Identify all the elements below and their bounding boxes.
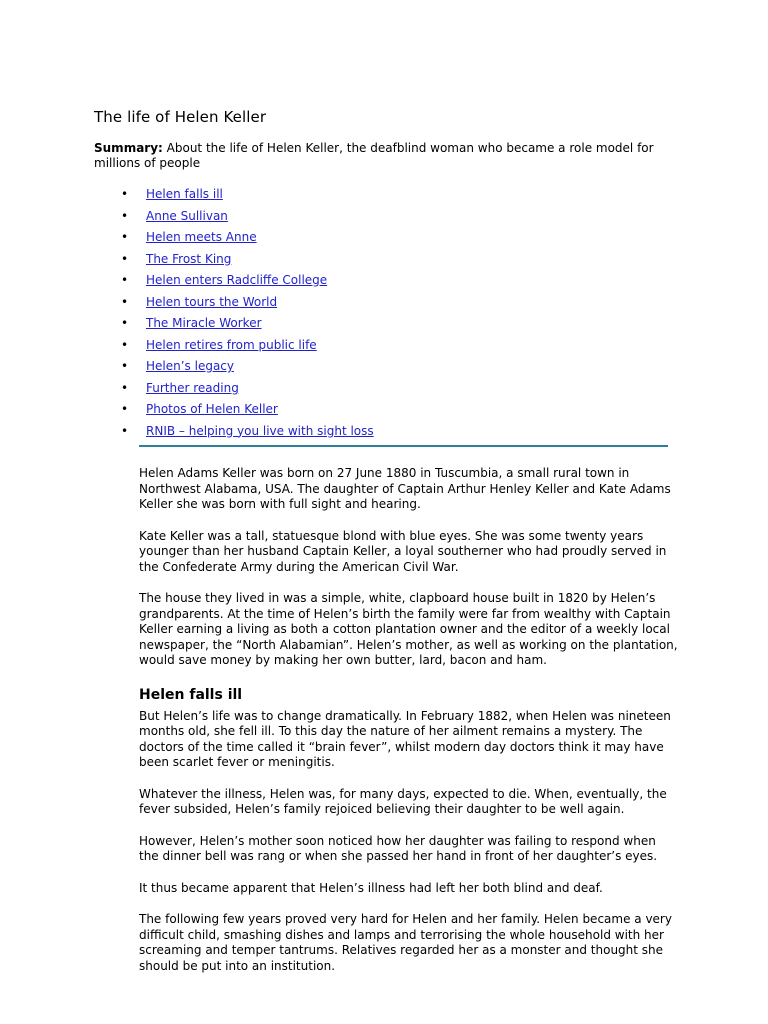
toc-link-further-reading[interactable]: Further reading [146,380,239,395]
section-paragraph: The following few years proved very hard for Helen and her family. Helen became a very difficult child, smashing dishes and lamps and terrorising the whole household with her screaming and temper tantrums. Relatives regarded her as a monster and thought she should be put into an institution. [139,912,672,973]
toc-link-helen-falls-ill[interactable]: Helen falls ill [146,187,223,201]
toc-link-anne-sullivan[interactable]: Anne Sullivan [146,208,228,223]
toc-item [94,335,674,357]
toc-item [94,378,674,400]
table-of-contents [94,184,674,442]
bullet-icon: • [121,294,129,309]
toc-item [94,313,674,335]
bullet-icon: • [121,230,129,244]
bullet-icon: • [121,208,129,223]
toc-link-rnib[interactable]: RNIB – helping you live with sight loss [146,423,374,438]
toc-item [94,421,674,443]
toc-item [94,206,674,228]
section-paragraph: Whatever the illness, Helen was, for many days, expected to die. When, eventually, the fever subsided, Helen’s family rejoiced believing their daughter to be well again. [139,786,667,816]
bullet-icon: • [121,251,129,266]
toc-item [94,399,674,421]
toc-item [94,184,674,206]
toc-link-helens-legacy[interactable]: Helen’s legacy [146,359,234,373]
toc-item [94,227,674,249]
section-paragraph: However, Helen’s mother soon noticed how her daughter was failing to respond when the dinner bell was rang or when she passed her hand in front of her daughter’s eyes. [139,833,658,863]
article-body [139,466,679,990]
summary-text: About the life of Helen Keller, the deafblind woman who became a role model for millions of people [94,141,654,170]
toc-link-photos[interactable]: Photos of Helen Keller [146,402,278,416]
toc-link-helen-tours-the-world[interactable]: Helen tours the World [146,294,278,309]
summary [94,141,684,171]
intro-paragraph: The house they lived in was a simple, white, clapboard house built in 1820 by Helen’s grandparents. At the time of Helen’s birth the family were far from wealthy with Captain Keller earning a living as both a cotton plantation owner and the editor of a weekly local newspaper, the “North Alabamian”. Helen’s mother, as well as working on the plantation, would save money by making her own butter, lard, bacon and ham. [139,591,678,667]
toc-link-the-miracle-worker[interactable]: The Miracle Worker [146,316,262,330]
bullet-icon: • [121,402,129,416]
section-paragraph: But Helen’s life was to change dramatically. In February 1882, when Helen was nineteen months old, she fell ill. To this day the nature of her ailment remains a mystery. The doctors of the time called it “brain fever”, whilst modern day doctors think it may have been scarlet fever or meningitis. [139,708,671,769]
toc-item [94,356,674,378]
summary-label: Summary: [94,141,163,155]
toc-link-helen-retires[interactable]: Helen retires from public life [146,337,317,352]
page-title: The life of Helen Keller [94,108,267,126]
bullet-icon: • [121,337,129,352]
bullet-icon: • [121,423,129,438]
intro-paragraph: Helen Adams Keller was born on 27 June 1880 in Tuscumbia, a small rural town in Northwest Alabama, USA. The daughter of Captain Arthur Henley Keller and Kate Adams Keller she was born with full sight and hearing. [139,466,671,511]
toc-item [94,249,674,271]
section-paragraph: It thus became apparent that Helen’s illness had left her both blind and deaf. [139,880,603,895]
bullet-icon: • [121,359,129,373]
toc-link-radcliffe-college[interactable]: Helen enters Radcliffe College [146,273,328,287]
bullet-icon: • [121,273,129,287]
bullet-icon: • [121,187,129,201]
bullet-icon: • [121,316,129,330]
section-divider [139,445,668,447]
toc-link-the-frost-king[interactable]: The Frost King [146,251,232,266]
bullet-icon: • [121,380,129,395]
intro-paragraph: Kate Keller was a tall, statuesque blond with blue eyes. She was some twenty years younger than her husband Captain Keller, a loyal southerner who had proudly served in the Confederate Army during the American Civil War. [139,528,667,574]
toc-link-helen-meets-anne[interactable]: Helen meets Anne [146,230,257,244]
section-heading-helen-falls-ill: Helen falls ill [139,686,243,703]
toc-item [94,270,674,292]
toc-item [94,292,674,314]
